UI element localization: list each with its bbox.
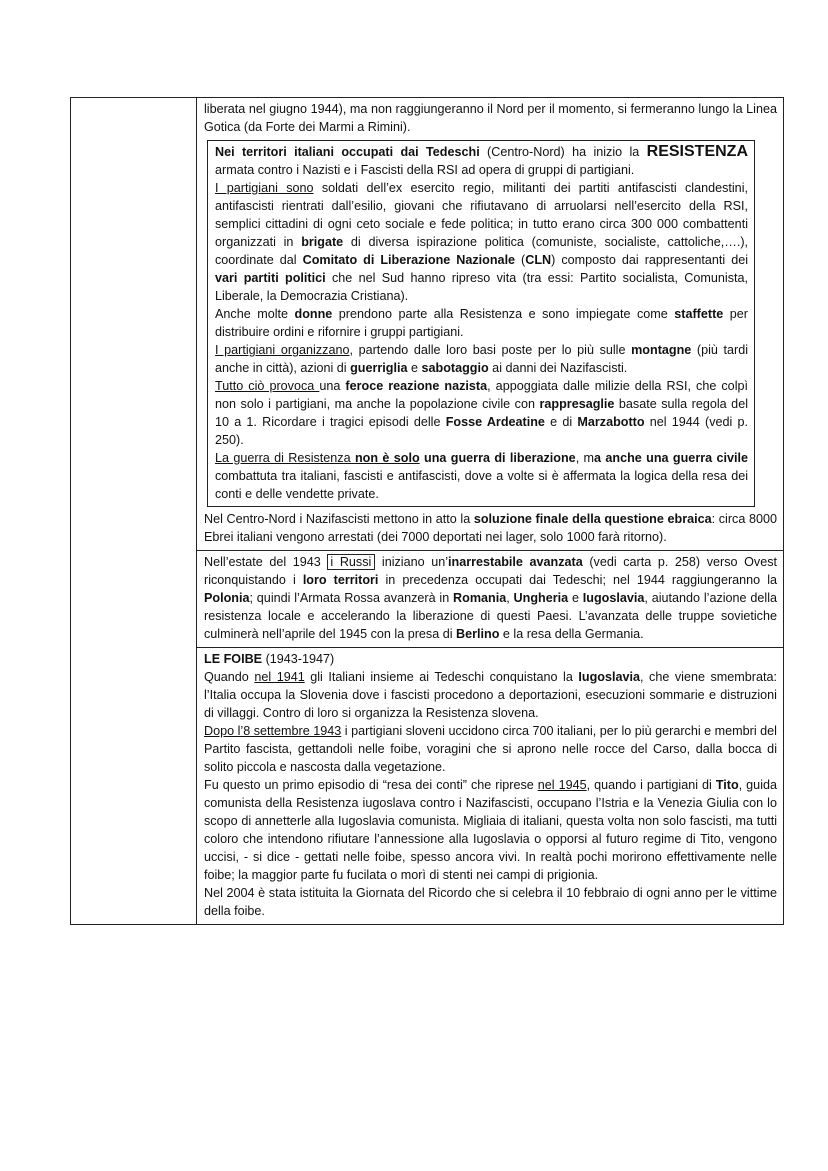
- foibe-heading: LE FOIBE (1943-1947): [204, 652, 335, 666]
- russians-highlight: i Russi: [327, 554, 375, 570]
- foibe-paragraph-4: Nel 2004 è stata istituita la Giornata del Ricordo che si celebra il 10 febbraio di ogni anno per le vittime della foibe.: [204, 886, 777, 918]
- left-margin-cell: [71, 98, 197, 925]
- russian-advance-paragraph: Nell’estate del 1943 i Russi iniziano un’inarrestabile avanzata (vedi carta p. 258) verso Ovest riconquistando i loro territori in precedenza occupati dai Tedeschi; nel 1944 raggiungeranno la Polonia; quindi l’Armata Rossa avanzerà in Romania, Ungheria e Iugoslavia, aiutando l’azione della resistenza locale e accelerando la liberazione di questi Paesi. L’avanzata delle truppe sovietiche culminerà nell’aprile del 1945 con la presa di Berlino e la resa della Germania.: [204, 555, 778, 641]
- foibe-paragraph-3: Fu questo un primo episodio di “resa dei conti” che riprese nel 1945, quando i partigiani di Tito, guida comunista della Resistenza iugoslava contro i Nazifascisti, occupano l’Istria e la Venezia Giulia con lo scopo di annetterle alla Iugoslavia comunista. Migliaia di italiani, questa volta non solo fascisti, ma tutti coloro che intendono rifiutare l’annessione alla Iugoslavia o opporsi al futuro regime di Tito, vengono uccisi, - si dice - gettati nelle foibe, spesso ancora vivi. In realtà pochi morirono effettivamente nelle foibe; la maggior parte fu fucilata o morì di stenti nei campi di prigionia.: [204, 778, 777, 882]
- table-row: [71, 98, 784, 551]
- russian-advance-cell: [197, 551, 784, 648]
- foibe-paragraph-2: Dopo l’8 settembre 1943 i partigiani sloveni uccidono circa 700 italiani, per lo più gerarchi e membri del Partito fascista, gettandoli nelle foibe, voragini che si aprono nelle rocce del Carso, dalla bocca di solito piccola e nascosta dalla vegetazione.: [204, 724, 777, 774]
- women-paragraph: Anche molte donne prendono parte alla Resistenza e sono impiegate come staffette per distribuire ordini e rifornire i gruppi partigiani.: [215, 307, 748, 339]
- jewish-question-paragraph: Nel Centro-Nord i Nazifascisti mettono in atto la soluzione finale della questione ebraica: circa 8000 Ebrei italiani vengono arrestati (dei 7000 deportati nei lager, solo 1000 farà ritorno).: [204, 512, 777, 544]
- foibe-paragraph-1: Quando nel 1941 gli Italiani insieme ai Tedeschi conquistano la Iugoslavia, che viene smembrata: l’Italia occupa la Slovenia dove i fascisti procedono a deportazioni, esecuzioni sommarie e distruzioni di villaggi. Contro di loro si organizza la Resistenza slovena.: [204, 670, 777, 720]
- intro-paragraph: liberata nel giugno 1944), ma non raggiungeranno il Nord per il momento, si fermeranno lungo la Linea Gotica (da Forte dei Marmi a Rimini).: [204, 102, 777, 134]
- resistance-intro-paragraph: Nei territori italiani occupati dai Tedeschi (Centro-Nord) ha inizio la RESISTENZA armata contro i Nazisti e i Fascisti della RSI ad opera di gruppi di partigiani.: [215, 143, 748, 177]
- civil-war-paragraph: La guerra di Resistenza non è solo una guerra di liberazione, ma anche una guerra civile combattuta tra italiani, fascisti e antifascisti, dove a volte si è affermata la logica della resa dei conti e delle vendette private.: [215, 451, 748, 501]
- resistance-cell: [197, 98, 784, 551]
- reprisals-paragraph: Tutto ciò provoca una feroce reazione nazista, appoggiata dalle milizie della RSI, che colpì non solo i partigiani, ma anche la popolazione civile con rappresaglie basate sulla regola del 10 a 1. Ricordare i tragici episodi delle Fosse Ardeatine e di Marzabotto nel 1944 (vedi p. 250).: [215, 379, 749, 447]
- notes-table: [70, 97, 784, 925]
- guerrilla-paragraph: I partigiani organizzano, partendo dalle loro basi poste per lo più sulle montagne (più tardi anche in città), azioni di guerriglia e sabotaggio ai danni dei Nazifascisti.: [215, 343, 749, 375]
- foibe-cell: [197, 648, 784, 925]
- resistance-box: [207, 140, 755, 507]
- partisans-paragraph: I partigiani sono soldati dell’ex esercito regio, militanti dei partiti antifascisti clandestini, antifascisti rientrati dall’esilio, giovani che rifiutavano di arruolarsi nell’esercito della RSI, semplici cittadini di ogni ceto sociale e fede politica; in tutto erano circa 300 000 combattenti organizzati in brigate di diversa ispirazione politica (comuniste, socialiste, cattoliche,….), coordinate dal Comitato di Liberazione Nazionale (CLN) composto dai rappresentanti dei vari partiti politici che nel Sud hanno ripreso vita (tra essi: Partito socialista, Comunista, Liberale, la Democrazia Cristiana).: [215, 181, 749, 303]
